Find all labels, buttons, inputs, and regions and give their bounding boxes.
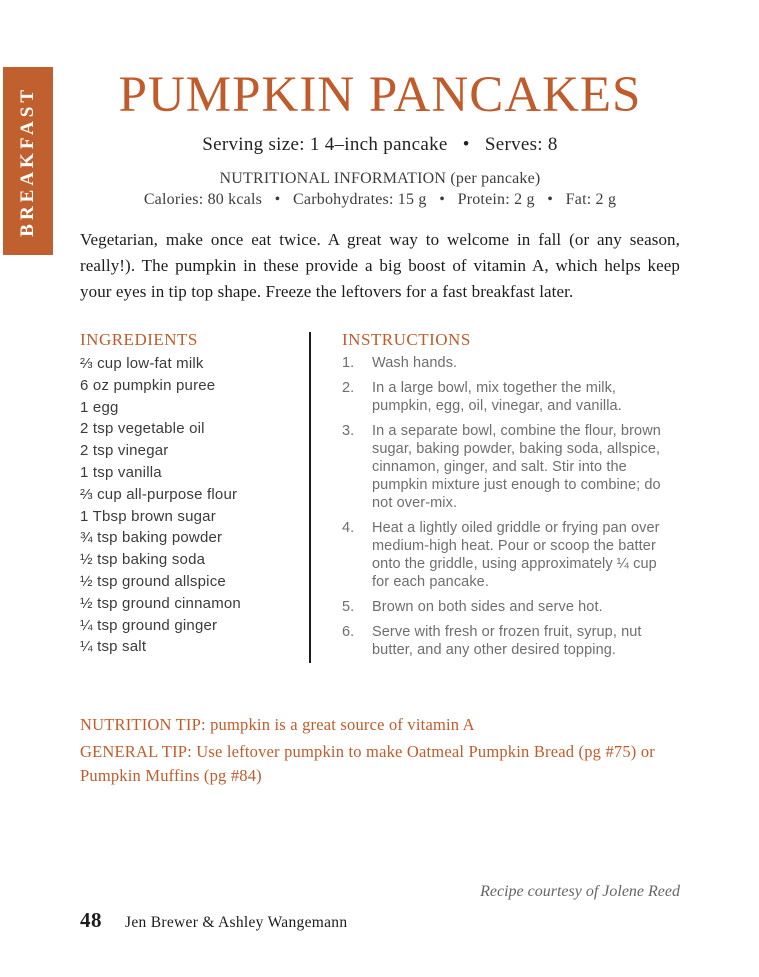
step-number: 1. (342, 355, 355, 371)
step-text: Serve with fresh or frozen fruit, syrup, nut butter, and any other desired topping. (372, 624, 642, 658)
ingredient-item: ⅔ cup low-fat milk (80, 355, 204, 372)
ingredients-heading: INGREDIENTS (80, 330, 198, 349)
step-number: 2. (342, 380, 355, 396)
instruction-step (342, 379, 676, 415)
column-divider (309, 332, 311, 663)
step-number: 4. (342, 520, 355, 536)
tip-item: GENERAL TIP: Use leftover pumpkin to make Oatmeal Pumpkin Bread (pg #75) or Pumpkin Muffins (pg #84) (80, 742, 655, 785)
ingredient-item: ¼ tsp salt (80, 638, 147, 656)
ingredient-item: 1 egg (80, 398, 119, 416)
instructions-heading: INSTRUCTIONS (342, 330, 471, 349)
page-footer (80, 908, 347, 933)
instruction-step (342, 598, 676, 616)
ingredient-item: 2 tsp vinegar (80, 442, 169, 460)
instruction-step (342, 519, 676, 591)
ingredient-item: ½ tsp ground allspice (80, 572, 226, 590)
ingredients-list (80, 353, 305, 658)
ingredient-item: 6 oz pumpkin puree (80, 376, 216, 394)
ingredient-item: ½ tsp ground cinnamon (80, 594, 241, 612)
ingredient-item: ½ tsp baking soda (80, 551, 206, 569)
instructions-list (342, 354, 676, 666)
step-text: In a large bowl, mix together the milk, pumpkin, egg, oil, vinegar, and vanilla. (372, 380, 622, 414)
nutrition-facts: Calories: 80 kcals • Carbohydrates: 15 g • Protein: 2 g • Fat: 2 g (143, 191, 617, 208)
step-text: Heat a lightly oiled griddle or frying pan over medium-high heat. Pour or scoop the batter onto the griddle, using approximately ¼ cup for each pancake. (372, 520, 660, 590)
authors: Jen Brewer & Ashley Wangemann (125, 914, 348, 931)
nutrition-heading: NUTRITIONAL INFORMATION (per pancake) (219, 170, 541, 187)
serving-info: Serving size: 1 4–inch pancake • Serves: 8 (202, 134, 558, 155)
instruction-step (342, 623, 676, 659)
ingredient-item: ¾ tsp baking powder (80, 529, 223, 547)
step-number: 3. (342, 423, 355, 439)
step-text: Brown on both sides and serve hot. (372, 599, 603, 615)
step-number: 6. (342, 624, 355, 640)
ingredient-item: ⅔ cup all-purpose flour (80, 485, 238, 503)
ingredient-item: 1 tsp vanilla (80, 463, 162, 481)
ingredient-item: 1 Tbsp brown sugar (80, 507, 216, 525)
step-text: Wash hands. (372, 355, 458, 371)
page-content (80, 0, 680, 977)
step-text: In a separate bowl, combine the flour, brown sugar, baking powder, baking soda, allspice, cinnamon, ginger, and salt. Stir into the pumpkin mixture just enough to combine; do not over-mix. (372, 423, 661, 511)
step-number: 5. (342, 599, 355, 615)
instruction-step (342, 354, 676, 372)
recipe-credit: Recipe courtesy of Jolene Reed (480, 883, 680, 900)
tip-item: NUTRITION TIP: pumpkin is a great source of vitamin A (80, 715, 475, 734)
page-number: 48 (80, 908, 102, 932)
ingredient-item: ¼ tsp ground ginger (80, 616, 218, 634)
category-tab (3, 67, 53, 255)
category-tab-label: BREAKFAST (17, 85, 38, 237)
recipe-title: PUMPKIN PANCAKES (118, 67, 642, 123)
instruction-step (342, 422, 676, 512)
tips-block (80, 713, 680, 788)
recipe-description: Vegetarian, make once eat twice. A great way to welcome in fall (or any season, really!). The pumpkin in these provide a big boost of vitamin A, which helps keep your eyes in tip top shape. Freeze the leftovers for a fast breakfast later. (80, 230, 680, 301)
ingredient-item: 2 tsp vegetable oil (80, 420, 205, 438)
